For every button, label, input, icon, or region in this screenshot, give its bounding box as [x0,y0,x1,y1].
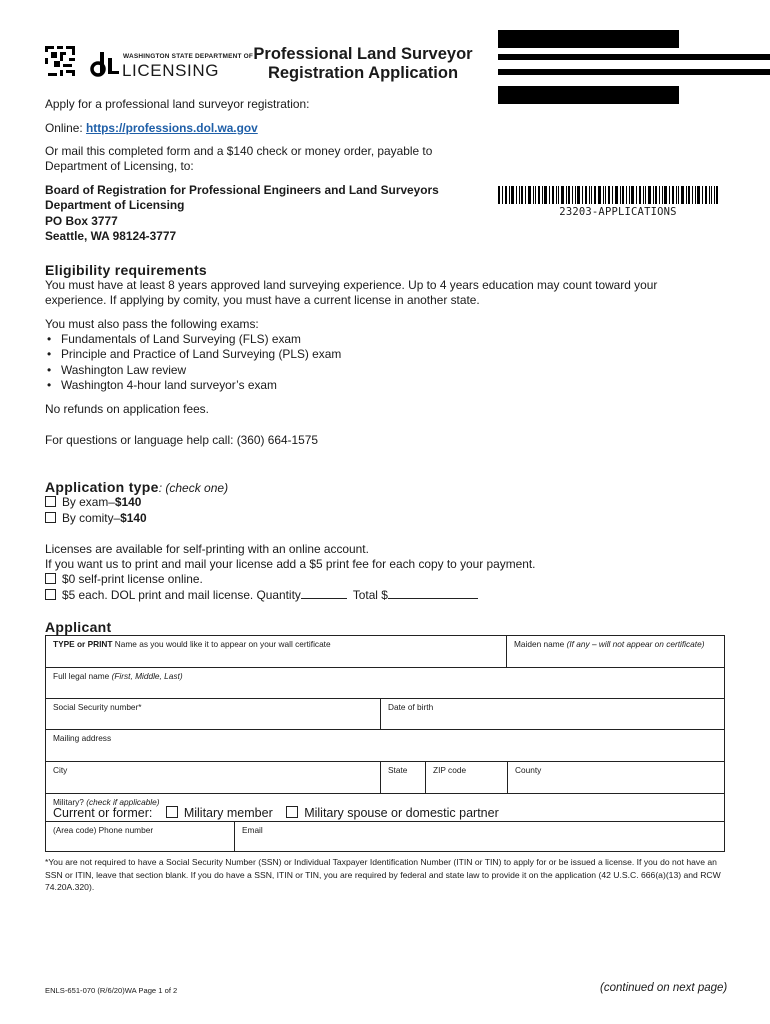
ssn-footnote: *You are not required to have a Social Security Number (SSN) or Individual Taxpayer Identification Number (ITIN or TIN) to apply for or be issued a license. If you do not have an SSN or ITIN, leave that section blank. If you do have a SSN, ITIN or TIN, you are required by federal and state law to provide it on the application (42 U.S.C. 666(a)(13) and RCW 74.20A.320). [45,857,721,893]
applicant-form [45,635,725,852]
list-item: • Principle and Practice of Land Surveying (PLS) exam [45,347,341,362]
stripe-bar [498,86,679,104]
military-member-checkbox[interactable] [166,806,178,818]
list-item: • Washington Law review [45,363,341,378]
full-legal-name-field[interactable] [46,668,724,698]
form-row [46,730,724,762]
stripe-bar [498,69,770,75]
field-label: Mailing address [53,733,112,743]
field-label: County [515,765,542,775]
applicant-heading: Applicant [45,619,112,635]
title-line-2: Registration Application [267,64,459,82]
application-type-hint: : (check one) [158,481,229,495]
help-line: For questions or language help call: (360) 664-1575 [45,433,319,447]
online-link[interactable]: https://professions.dol.wa.gov [85,121,258,135]
field-label: (Area code) Phone number [53,825,154,835]
form-row [46,762,724,794]
self-print-label: $0 self-print license online. [62,572,203,586]
online-line [45,121,258,136]
page-title [238,45,488,83]
form-id: ENLS-651-070 (R/6/20)WA Page 1 of 2 [45,986,178,995]
barcode-label: 23203-APPLICATIONS [559,206,677,218]
by-comity-checkbox[interactable] [45,512,56,523]
total-label: Total $ [352,588,388,602]
total-field[interactable] [388,588,478,599]
field-label: TYPE or PRINT Name as you would like it to appear on your wall certificate [53,639,331,649]
address-line: Board of Registration for Professional Engineers and Land Surveyors [45,183,439,197]
mailing-address-block [45,183,439,244]
mail-line-1: Or mail this completed form and a $140 check or money order, payable to [45,144,433,158]
license-info-2: If you want us to print and mail your license add a $5 print fee for each copy to your payment. [45,557,536,571]
field-label: Military? (check if applicable) [53,797,160,807]
exams-intro: You must also pass the following exams: [45,317,259,331]
form-row [46,668,724,699]
military-spouse-checkbox[interactable] [286,806,298,818]
online-prefix: Online: [45,121,86,135]
option-print-mail [45,588,478,603]
agency-name-top: WASHINGTON STATE DEPARTMENT OF [123,53,254,60]
email-field[interactable] [234,822,724,851]
option-by-comity [45,511,147,526]
option-by-exam [45,495,141,510]
field-label: Full legal name (First, Middle, Last) [53,671,183,681]
field-label: City [53,765,68,775]
refund-notice: No refunds on application fees. [45,402,209,416]
field-label: Email [242,825,263,835]
mailing-address-field[interactable] [46,730,724,761]
license-info-1: Licenses are available for self-printing with an online account. [45,542,369,556]
name-field[interactable] [46,636,506,667]
current-former-label: Current or former: [53,806,153,820]
city-field[interactable] [46,762,380,793]
mail-instructions [45,144,432,175]
apply-intro: Apply for a professional land surveyor registration: [45,97,310,111]
address-line: PO Box 3777 [45,213,118,228]
address-line: Department of Licensing [45,198,185,213]
address-line: Seattle, WA 98124-3777 [45,228,177,243]
application-type-title: Application type [45,479,159,495]
field-label: ZIP code [433,765,467,775]
eligibility-paragraph [45,278,657,309]
print-mail-checkbox[interactable] [45,589,56,600]
form-row [46,822,724,851]
military-member-label: Military member [183,806,273,820]
agency-name: LICENSING [122,61,220,80]
date-of-birth-field[interactable] [380,699,724,729]
dol-logo-icon [90,50,120,78]
eligibility-heading: Eligibility requirements [45,262,208,278]
continued-note: (continued on next page) [600,982,728,994]
stripe-bar [498,30,679,48]
military-spouse-label: Military spouse or domestic partner [304,806,499,820]
exam-list [45,332,341,393]
military-field [46,794,724,821]
title-line-1: Professional Land Surveyor [253,45,473,63]
zip-code-field[interactable] [425,762,507,793]
state-field[interactable] [380,762,425,793]
maiden-name-field[interactable] [506,636,724,667]
field-label: Date of birth [388,702,434,712]
application-type-heading [45,479,228,495]
by-comity-amount: $140 [120,511,147,525]
form-row [46,699,724,730]
by-comity-label: By comity– [62,511,121,525]
stripe-bar [498,54,770,60]
by-exam-checkbox[interactable] [45,496,56,507]
list-item: • Fundamentals of Land Surveying (FLS) exam [45,332,341,347]
qr-code-icon [45,46,75,76]
ssn-field[interactable] [46,699,380,729]
field-label: Social Security number* [53,702,142,712]
quantity-field[interactable] [301,588,347,599]
mail-line-2: Department of Licensing, to: [45,159,194,174]
phone-field[interactable] [46,822,234,851]
list-item: • Washington 4-hour land surveyor’s exam [45,378,341,393]
option-self-print [45,572,203,587]
form-row [46,794,724,822]
print-mail-label: $5 each. DOL print and mail license. Quantity [62,588,301,602]
barcode-icon [498,186,718,204]
field-label: Maiden name (If any – will not appear on certificate) [514,639,705,649]
form-row [46,636,724,668]
eligibility-line-2: experience. If applying by comity, you must have a current license in another state. [45,293,480,308]
self-print-checkbox[interactable] [45,573,56,584]
county-field[interactable] [507,762,724,793]
field-label: State [388,765,408,775]
eligibility-line-1: You must have at least 8 years approved land surveying experience. Up to 4 years education may count toward your [45,278,658,292]
by-exam-amount: $140 [114,495,142,509]
by-exam-label: By exam– [62,495,115,509]
military-options [53,806,499,820]
